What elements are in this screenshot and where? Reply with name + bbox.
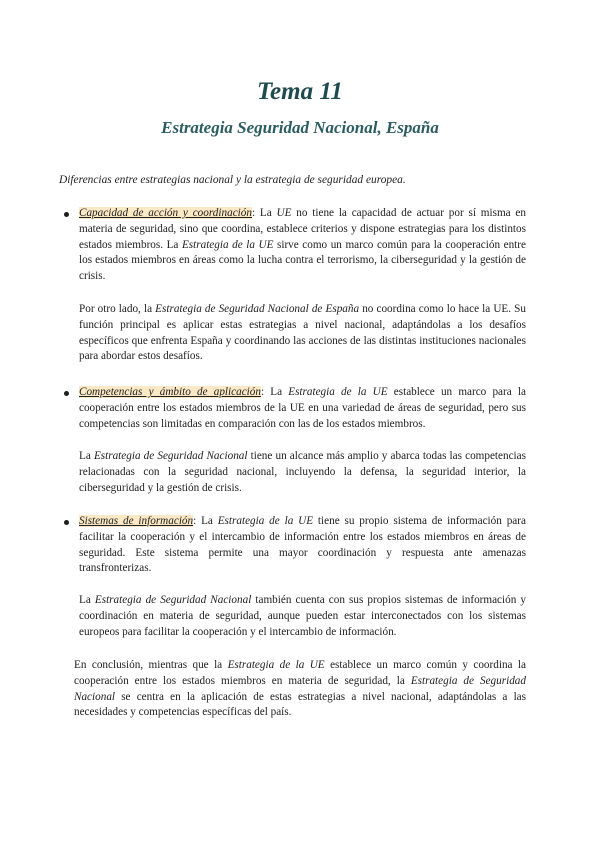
text-run: también cuenta con sus propios sistemas de información y coordinación en materia de seguridad, aunque pueden estar interconectados con los sistemas europeos para facilitar la cooperación y el intercambio de información.: [79, 594, 526, 638]
emphasis: Estrategia de la UE: [181, 238, 274, 251]
text-run: La: [79, 450, 94, 462]
emphasis: Estrategia de Seguridad Nacional: [93, 450, 248, 462]
text-run: se centra en la aplicación de estas estrategias a nivel nacional, adaptándolas a las necesidades y competencias específicas del país.: [74, 690, 526, 719]
conclusion-paragraph: [74, 658, 526, 721]
bullet-3-subparagraph: [79, 593, 526, 640]
emphasis: Estrategia de Seguridad Nacional de España: [155, 303, 360, 315]
text-run: La: [79, 594, 95, 606]
page-subtitle: Estrategia Seguridad Nacional, España: [161, 118, 439, 137]
bullet-dot-3: [64, 520, 69, 525]
emphasis: Estrategia de la UE: [217, 515, 314, 527]
text-run: : La: [193, 515, 218, 527]
text-run: no tiene la capacidad de actuar por sí misma en materia de seguridad, sino que coordina, establece criterios y dispone estrategias para los distintos estados miembros. La: [79, 207, 526, 251]
text-run: sirve como un marco común para la cooperación entre los estados miembros en áreas como la lucha contra el terrorismo, la ciberseguridad y la gestión de crisis.: [79, 238, 526, 283]
bullet-1-subparagraph: [79, 302, 526, 365]
bullet-2-label: Competencias y ámbito de aplicación: [79, 386, 261, 398]
emphasis: Estrategia de la UE: [288, 386, 388, 398]
text-run: : La: [251, 207, 277, 219]
text-run: no coordina como lo hace la UE. Su función principal es aplicar estas estrategias a nivel nacional, adaptándolas a los desafíos específicos que enfrenta España y coordinando las acciones de las distintas instituciones nacionales para abordar estos desafíos.: [79, 303, 526, 363]
text-run: : La: [260, 386, 289, 398]
bullet-1-label: Capacidad de acción y coordinación: [79, 207, 252, 219]
emphasis: Estrategia de Seguridad Nacional: [74, 674, 526, 703]
bullet-2-subparagraph: [79, 449, 526, 496]
text-run: tiene su propio sistema de información para facilitar la cooperación y el intercambio de información entre los estados miembros en áreas de seguridad. Este sistema permite una mayor coordinación y respuesta ante amenazas transfronterizas.: [79, 515, 526, 575]
emphasis: Estrategia de la UE: [227, 659, 325, 671]
bullet-1-paragraph: [79, 206, 526, 285]
text-run: establece un marco para la cooperación entre los estados miembros de la UE en una variedad de áreas de seguridad, pero sus competencias son limitadas en comparación con las de los estados miembros.: [79, 386, 526, 430]
bullet-dot-1: [64, 212, 69, 217]
text-run: tiene un alcance más amplio y abarca todas las competencias relacionadas con la seguridad nacional, incluyendo la defensa, la seguridad interior, la ciberseguridad y la gestión de crisis.: [79, 450, 526, 494]
bullet-dot-2: [64, 391, 69, 396]
bullet-2-paragraph: [79, 385, 526, 432]
emphasis: UE: [276, 207, 292, 219]
bullet-3-paragraph: [79, 514, 526, 577]
bullet-3-label: Sistemas de información: [79, 515, 194, 527]
page-title: Tema 11: [257, 78, 343, 105]
intro-text: Diferencias entre estrategias nacional y la estrategia de seguridad europea.: [59, 174, 406, 186]
text-run: En conclusión, mientras que la: [74, 659, 228, 671]
text-run: Por otro lado, la: [79, 303, 156, 315]
emphasis: Estrategia de Seguridad Nacional: [94, 594, 252, 606]
text-run: establece un marco común y coordina la cooperación entre los estados miembros en materia de seguridad, la: [74, 659, 526, 687]
